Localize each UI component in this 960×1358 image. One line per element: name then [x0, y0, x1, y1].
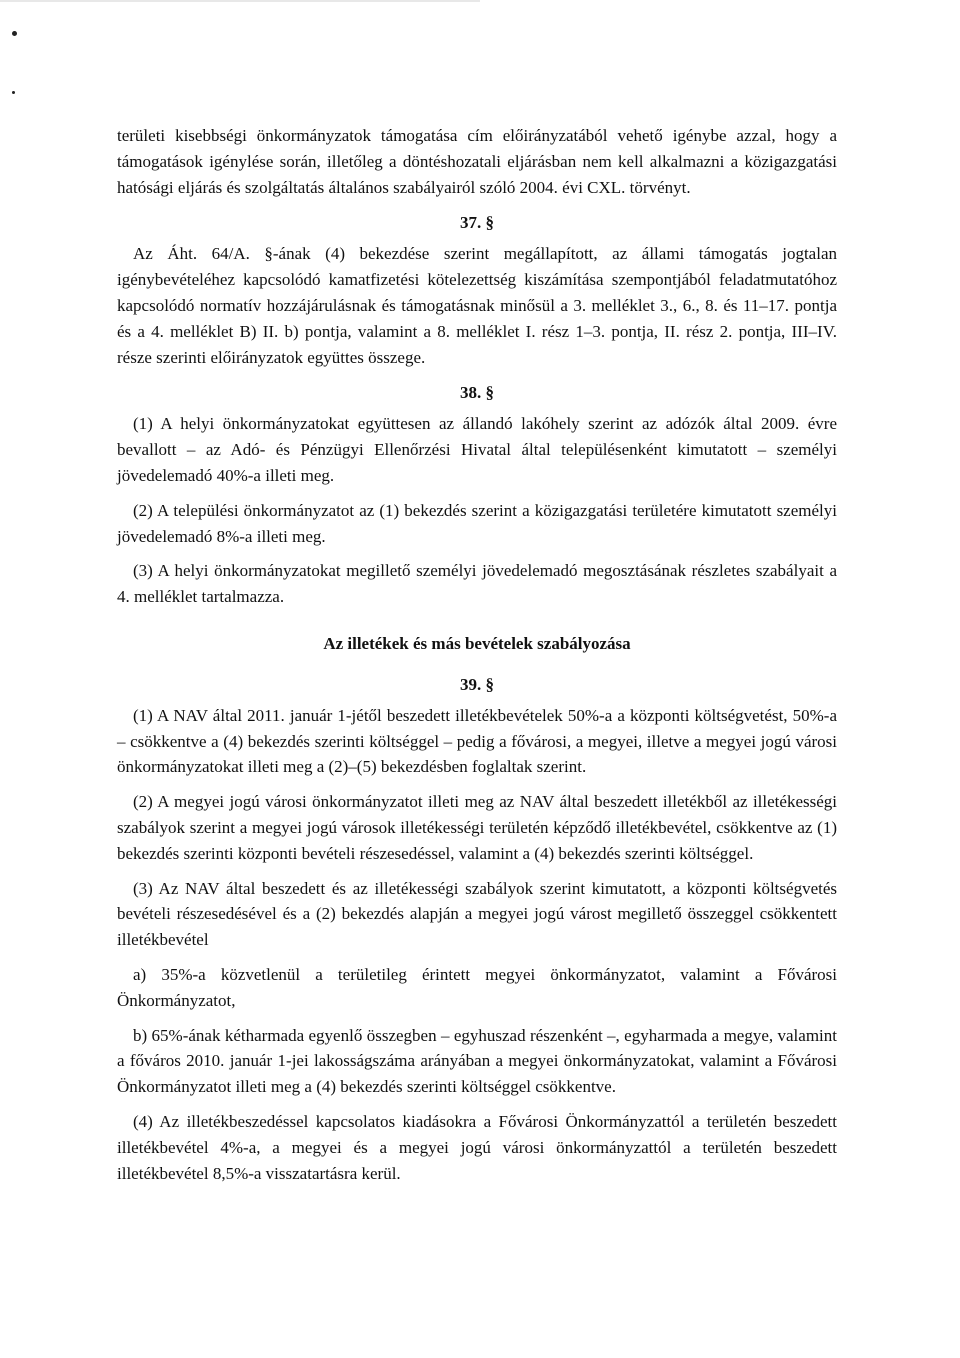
- chapter-heading: Az illetékek és más bevételek szabályozása: [323, 633, 631, 653]
- scan-dot-mark: [12, 91, 15, 94]
- section-38-para-2: (2) A települési önkormányzatot az (1) bekezdés szerint a közigazgatási területére kimutatott személyi jövedelemadó 8%-a illeti meg.: [117, 500, 837, 546]
- section-38-title: 38. §: [460, 383, 494, 403]
- section-39-para-2: (2) A megyei jogú városi önkormányzatot illeti meg az NAV által beszedett illetékből az illetékességi szabályok szerint a megyei jogú városok illetékességi területén képződő illetékbevétel, csökkentve az (1) bekezdés szerinti központi bevételi részesedéssel, valamint a (4) bekezdés szerinti költséggel.: [117, 792, 837, 863]
- section-39-para-1: (1) A NAV által 2011. január 1-jétől beszedett illetékbevételek 50%-a a központi költségvetést, 50%-a – csökkentve a (4) bekezdés szerinti költséggel – pedig a fővárosi, a megyei, illetve a megyei jogú városi önkormányzatokat illeti meg a (2)–(5) bekezdésben foglaltak szerint.: [117, 705, 837, 777]
- section-39-title: 39. §: [460, 674, 494, 694]
- section-37-text: Az Áht. 64/A. §-ának (4) bekezdése szerint megállapított, az állami támogatás jogtalan igénybevételéhez kapcsolódó kamatfizetési kötelezettség kiszámítása szempontjából feladatmutatóhoz kapcsolódó normatív hozzájárulásnak és támogatásnak minősül a 3. melléklet 3., 6., 8. és 11–17. pontja és a 4. melléklet B) II. b) pontja, valamint a 8. melléklet I. rész 1–3. pontja, II. rész 2. pontja, III–IV. része szerinti előirányzatok együttes összege.: [117, 244, 837, 367]
- paragraph-continuation: területi kisebbségi önkormányzatok támogatása cím előirányzatából vehető igénybe azzal, hogy a támogatások igénylése során, illetőleg a döntéshozatali eljárásban nem kell alkalmazni a közigazgatási hatósági eljárás és szolgáltatás általános szabályairól szóló 2004. évi CXL. törvényt.: [117, 126, 837, 197]
- section-39-point-a: a) 35%-a közvetlenül a területileg érintett megyei önkormányzatot, valamint a Fővárosi Önkormányzatot,: [117, 964, 837, 1010]
- scan-dot-mark: [12, 31, 17, 36]
- section-38-para-3: (3) A helyi önkormányzatokat megillető személyi jövedelemadó megosztásának részletes szabályait a 4. melléklet tartalmazza.: [117, 561, 837, 607]
- section-38-para-1: (1) A helyi önkormányzatokat együttesen az állandó lakóhely szerint az adózók által 2009. évre bevallott – az Adó- és Pénzügyi Ellenőrzési Hivatal által településenként kimutatott – személyi jövedelemadó 40%-a illeti meg.: [117, 414, 837, 485]
- scan-top-edge: [0, 0, 480, 2]
- section-39-para-3: (3) Az NAV által beszedett és az illetékességi szabályok szerint kimutatott, a központi költségvetés bevételi részesedésével és a (2) bekezdés alapján a megyei jogú várost megillető összeggel csökkentett illetékbevétel: [117, 878, 837, 950]
- section-37-title: 37. §: [460, 213, 494, 233]
- document-page: [117, 123, 837, 1186]
- section-39-para-4: (4) Az illetékbeszedéssel kapcsolatos kiadásokra a Fővárosi Önkormányzattól a területén beszedett illetékbevétel 4%-a, a megyei és a megyei jogú városi önkormányzattól a területén beszedett illetékbevétel 8,5%-a visszatartásra kerül.: [117, 1111, 837, 1183]
- section-39-point-b: b) 65%-ának kétharmada egyenlő összegben – egyhuszad részenként –, egyharmada a megye, valamint a főváros 2010. január 1-jei lakosságszáma arányában a megyei önkormányzatokat, valamint a Fővárosi Önkormányzatot illeti meg a (4) bekezdés szerinti költséggel csökkentve.: [117, 1025, 837, 1097]
